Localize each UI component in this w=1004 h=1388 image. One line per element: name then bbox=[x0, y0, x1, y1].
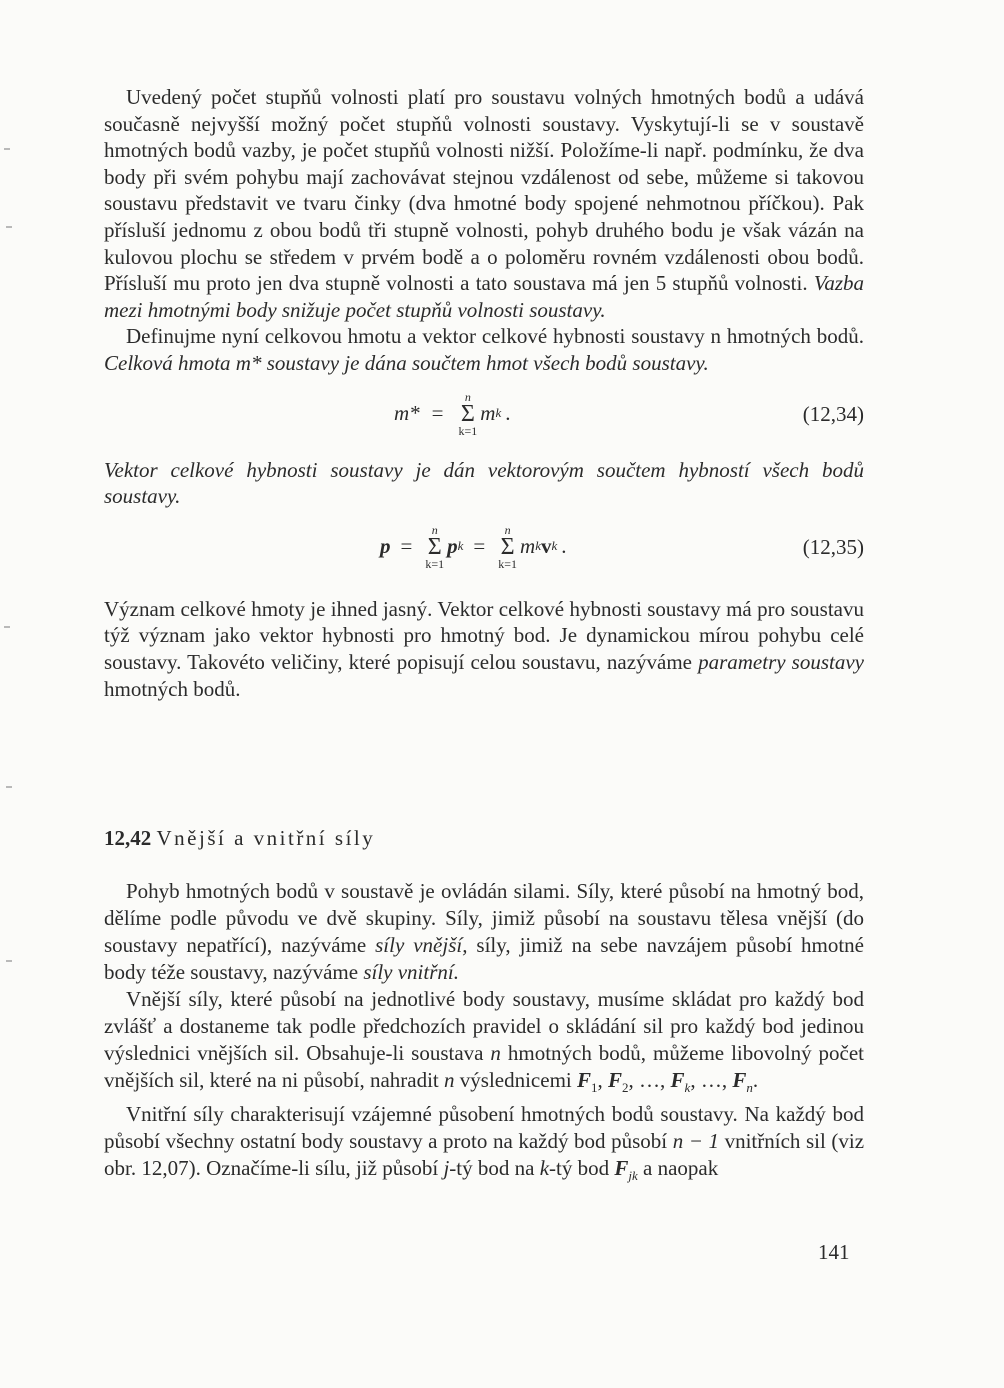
p6-b: hmotných bodů, můžeme libovolný počet vnějších sil, které na ni působí, nahradit bbox=[104, 1041, 864, 1092]
eq2-term-2b: v bbox=[540, 534, 552, 559]
p6-sep-5: , bbox=[721, 1068, 733, 1092]
paragraph-6 bbox=[104, 986, 864, 1101]
sum-symbol bbox=[459, 391, 478, 437]
eq2-equals-2: = bbox=[473, 534, 486, 559]
p6-a: Vnější síly, které působí na jednotlivé body soustavy, musíme skládat pro každý bod zvlášť a dostaneme tak podle předchozích pravidel o skládání sil pro každý bod jedinou výslednici vnějších sil. Obsahuje-li soustava bbox=[104, 987, 864, 1065]
paragraph-3: Vektor celkové hybnosti soustavy je dán vektorovým součtem hybností všech bodů soustavy. bbox=[104, 457, 864, 509]
p7-F: F bbox=[614, 1156, 629, 1180]
paragraph-4-italic: parametry soustavy bbox=[698, 649, 864, 674]
paragraph-4 bbox=[104, 596, 864, 702]
eq2-term-2b-sub: k bbox=[551, 538, 558, 554]
paragraph-1 bbox=[104, 84, 864, 323]
scan-speck bbox=[4, 148, 10, 150]
p7-b: vnitřních sil (viz obr. 12,07). Označíme-li sílu, již působí bbox=[104, 1129, 865, 1180]
p7-n-minus-1: n − 1 bbox=[672, 1129, 719, 1153]
paragraph-1-italic: Vazba mezi hmotnými body snižuje počet stupňů volnosti soustavy. bbox=[104, 271, 864, 322]
p7-e: a naopak bbox=[637, 1156, 719, 1180]
p6-Fk-sub: k bbox=[684, 1080, 691, 1095]
sum2-lower-limit: k=1 bbox=[498, 556, 518, 571]
equation-12-34-formula bbox=[394, 391, 511, 437]
sum-upper-limit: n bbox=[464, 389, 471, 404]
paragraph-2-italic: Celková hmota m* soustavy je dána součtem hmot všech bodů soustavy. bbox=[104, 350, 709, 375]
eq2-term-1-sub: k bbox=[457, 538, 464, 554]
paragraph-2-text: Definujme nyní celkovou hmotu a vektor celkové hybnosti soustavy n hmotných bodů. bbox=[126, 324, 864, 349]
paragraph-2 bbox=[104, 323, 864, 376]
sigma-icon: Σ bbox=[460, 400, 475, 427]
eq1-term-sub: k bbox=[495, 405, 502, 421]
body-text-bottom bbox=[104, 878, 864, 1189]
equation-12-35 bbox=[104, 510, 864, 596]
p7-d: -tý bod bbox=[549, 1156, 615, 1180]
paragraph-4-text: Význam celkové hmoty je ihned jasný. Vektor celkové hybnosti soustavy má pro soustavu týž význam jako vektor hybnosti pro hmotný bod. Je dynamickou mírou pohybu celé soustavy. Takovéto veličiny, které popisují celou soustavu, nazýváme bbox=[104, 596, 864, 674]
scan-speck bbox=[6, 786, 12, 788]
p6-n: n bbox=[490, 1041, 501, 1065]
p6-sep-2: , bbox=[628, 1068, 640, 1092]
p7-k: k bbox=[539, 1156, 550, 1180]
eq1-tail: . bbox=[505, 401, 511, 426]
sigma-icon: Σ bbox=[427, 533, 442, 560]
paragraph-4-tail: hmotných bodů. bbox=[104, 676, 241, 701]
p7-j: j bbox=[443, 1156, 450, 1180]
body-text-top bbox=[104, 84, 864, 702]
eq1-equals: = bbox=[431, 401, 444, 426]
p6-Fk: F bbox=[670, 1068, 685, 1092]
p5-b: síly, jimiž na sebe navzájem působí hmotné body téže soustavy, nazýváme bbox=[104, 933, 864, 984]
equation-12-35-formula bbox=[380, 524, 567, 570]
p5-italic-2: síly vnitřní. bbox=[363, 960, 459, 984]
p6-Fn: F bbox=[732, 1068, 747, 1092]
equation-number-12-35: (12,35) bbox=[802, 534, 864, 559]
scan-speck bbox=[6, 960, 12, 962]
section-heading bbox=[104, 826, 375, 851]
eq2-term-1: p bbox=[447, 534, 458, 559]
sigma-icon: Σ bbox=[500, 533, 515, 560]
paragraph-7 bbox=[104, 1101, 864, 1189]
eq1-lhs: m* bbox=[394, 401, 420, 426]
p6-c: výslednicemi bbox=[454, 1068, 577, 1092]
eq2-tail: . bbox=[561, 534, 567, 559]
scan-speck bbox=[6, 226, 12, 228]
equation-12-34 bbox=[104, 377, 864, 455]
p6-dots-1: … bbox=[639, 1068, 661, 1092]
p6-end: . bbox=[752, 1068, 759, 1092]
sum-lower-limit: k=1 bbox=[458, 423, 478, 438]
eq2-lhs: p bbox=[380, 534, 391, 559]
sum-symbol-1 bbox=[425, 524, 444, 570]
scan-speck bbox=[4, 626, 10, 628]
section-title: Vnější a vnitřní síly bbox=[156, 826, 376, 850]
p6-sep-3: , bbox=[660, 1068, 671, 1092]
sum1-upper-limit: n bbox=[431, 522, 438, 537]
eq2-term-2a: m bbox=[520, 534, 536, 559]
p6-F1: F bbox=[577, 1068, 592, 1092]
section-number: 12,42 bbox=[104, 826, 152, 850]
p6-sep-1: , bbox=[597, 1068, 609, 1092]
p5-a: Pohyb hmotných bodů v soustavě je ovládán silami. Síly, které působí na hmotný bod, dělíme podle původu ve dvě skupiny. Síly, jimiž působí na soustavu tělesa vnější (do soustavy nepatřící), nazýváme bbox=[104, 879, 864, 957]
eq2-term-2a-sub: k bbox=[535, 538, 541, 554]
page-number: 141 bbox=[818, 1240, 850, 1264]
eq2-equals-1: = bbox=[400, 534, 413, 559]
paragraph-1-text: Uvedený počet stupňů volnosti platí pro soustavu volných hmotných bodů a udává současně nejvyšší možný počet stupňů volnosti soustavy. Vyskytují-li se v soustavě hmotných bodů vazby, je počet stupňů volnosti nižší. Položíme-li např. podmínku, že dva body při svém pohybu mají zachovávat stejnou vzdálenost od sebe, můžeme si takovou soustavu představit ve tvaru činky (dva hmotné body spojené nehmotnou příčkou). Pak přísluší jednomu z obou bodů tři stupně volnosti, pohyb druhého bodu je však vázán na kulovou plochu se středem v prvém bodě a o poloměru rovném vzdálenosti obou bodů. Přísluší mu proto jen dva stupně volnosti a tato soustava má jen 5 stupňů volnosti. bbox=[104, 85, 864, 296]
p6-F2-sub: 2 bbox=[622, 1080, 629, 1095]
p6-dots-2: … bbox=[700, 1068, 722, 1092]
p5-italic-1: síly vnější, bbox=[375, 933, 468, 957]
p7-F-sub: jk bbox=[628, 1168, 638, 1183]
p7-a: Vnitřní síly charakterisují vzájemné působení hmotných bodů soustavy. Na každý bod působí všechny ostatní body soustavy a proto na každý bod působí bbox=[104, 1102, 864, 1153]
sum2-upper-limit: n bbox=[504, 522, 511, 537]
equation-number-12-34: (12,34) bbox=[802, 401, 864, 426]
p7-c: -tý bod na bbox=[449, 1156, 540, 1180]
sum1-lower-limit: k=1 bbox=[425, 556, 445, 571]
eq1-term: m bbox=[480, 401, 496, 426]
paragraph-5 bbox=[104, 878, 864, 986]
p6-Fn-sub: n bbox=[746, 1080, 753, 1095]
p6-F2: F bbox=[608, 1068, 623, 1092]
p6-F1-sub: 1 bbox=[591, 1080, 598, 1095]
p6-n2: n bbox=[444, 1068, 455, 1092]
p6-sep-4: , bbox=[690, 1068, 701, 1092]
sum-symbol-2 bbox=[498, 524, 517, 570]
